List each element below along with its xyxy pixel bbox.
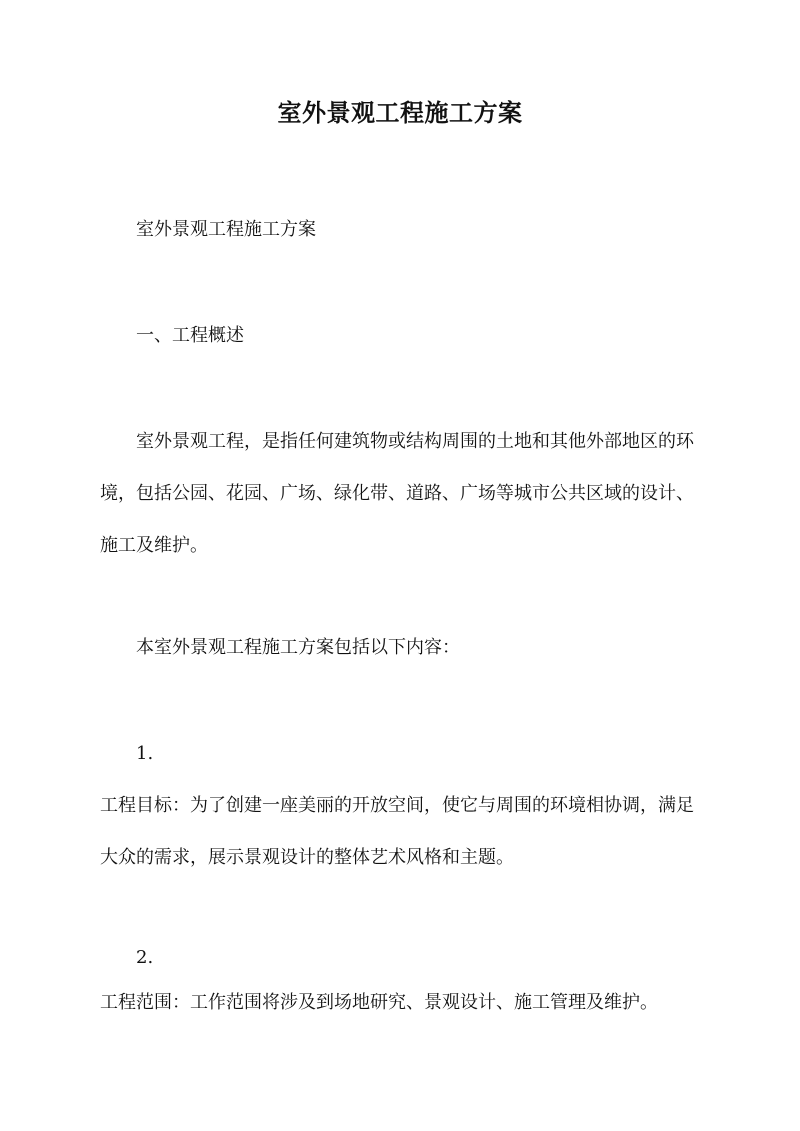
document-subtitle: 室外景观工程施工方案 [136,219,316,240]
intro-paragraph: 本室外景观工程施工方案包括以下内容： [136,637,460,658]
overview-paragraph: 室外景观工程，是指任何建筑物或结构周围的土地和其他外部地区的环境，包括公园、花园、广场、绿化带、道路、广场等城市公共区域的设计、施工及维护。 [100,431,694,556]
list-item-text-1: 工程目标：为了创建一座美丽的开放空间，使它与周围的环境相协调，满足大众的需求，展示景观设计的整体艺术风格和主题。 [100,795,694,868]
document-title: 室外景观工程施工方案 [277,98,523,127]
section-heading-overview: 一、工程概述 [136,325,244,346]
list-item-number-2: 2. [136,947,154,968]
list-item-text-2: 工程范围：工作范围将涉及到场地研究、景观设计、施工管理及维护。 [100,992,658,1013]
list-item-number-1: 1. [136,743,154,764]
